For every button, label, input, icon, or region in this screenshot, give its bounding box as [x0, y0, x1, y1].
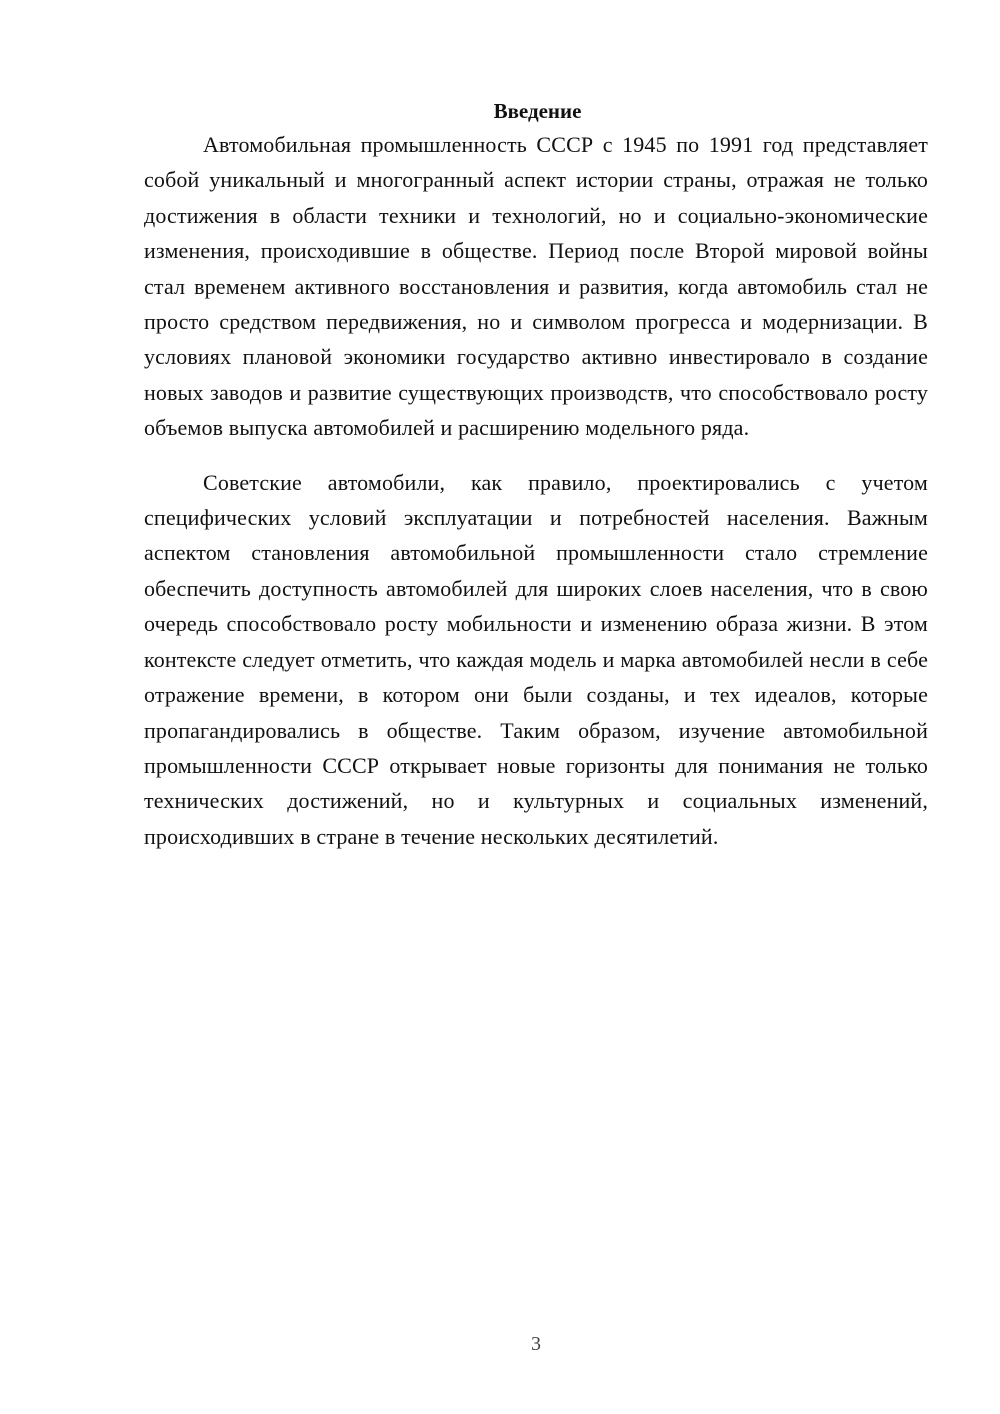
page-content: [144, 95, 928, 854]
paragraph-2: Советские автомобили, как правило, проектировались с учетом специфических условий эксплуатации и потребностей населения. Важным аспектом становления автомобильной промышленности стало стремление обеспечить доступность автомобилей для широких слоев населения, что в свою очередь способствовало росту мобильности и изменению образа жизни. В этом контексте следует отметить, что каждая модель и марка автомобилей несли в себе отражение времени, в котором они были созданы, и тех идеалов, которые пропагандировались в обществе. Таким образом, изучение автомобильной промышленности СССР открывает новые горизонты для понимания не только технических достижений, но и культурных и социальных изменений, происходивших в стране в течение нескольких десятилетий.: [144, 469, 928, 849]
section-title: Введение: [493, 99, 582, 123]
page-number: 3: [531, 1333, 541, 1355]
paragraph-1: Автомобильная промышленность СССР с 1945 по 1991 год представляет собой уникальный и многогранный аспект истории страны, отражая не только достижения в области техники и технологий, но и социально-экономические изменения, происходившие в обществе. Период после Второй мировой войны стал временем активного восстановления и развития, когда автомобиль стал не просто средством передвижения, но и символом прогресса и модернизации. В условиях плановой экономики государство активно инвестировало в создание новых заводов и развитие существующих производств, что способствовало росту объемов выпуска автомобилей и расширению модельного ряда.: [144, 132, 928, 441]
